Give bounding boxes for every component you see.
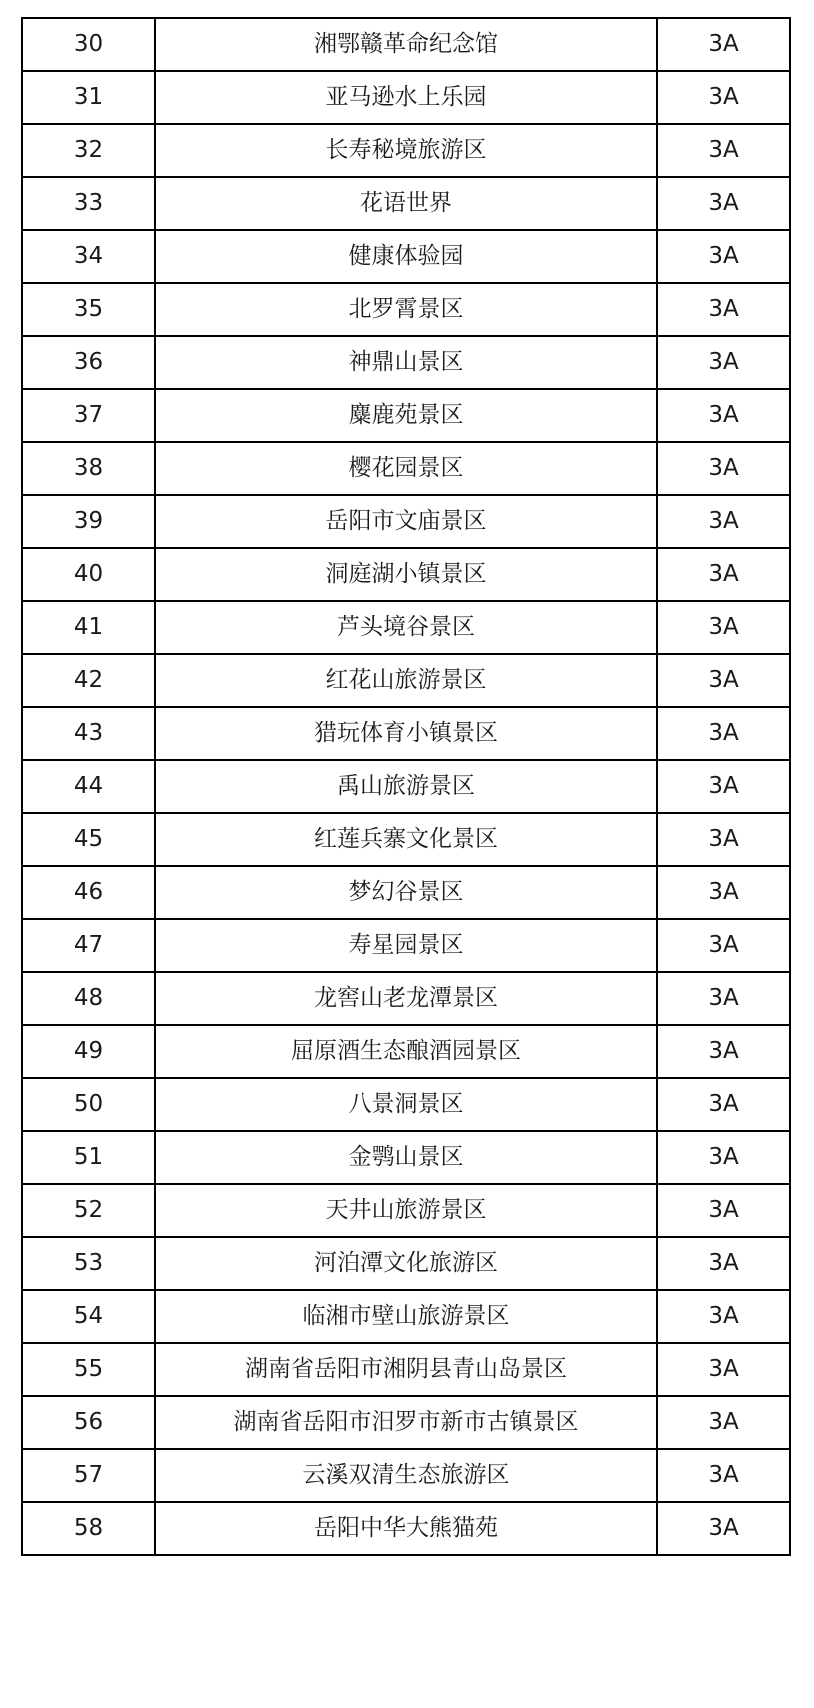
row-number-cell: 31 <box>22 71 155 124</box>
row-number-cell: 54 <box>22 1290 155 1343</box>
row-number-cell: 53 <box>22 1237 155 1290</box>
grade-cell: 3A <box>657 495 790 548</box>
scenic-name-cell: 金鹗山景区 <box>155 1131 657 1184</box>
row-number-cell: 43 <box>22 707 155 760</box>
table-row <box>22 18 790 71</box>
table-row <box>22 336 790 389</box>
grade-cell: 3A <box>657 972 790 1025</box>
scenic-name-cell: 芦头境谷景区 <box>155 601 657 654</box>
scenic-name-cell: 洞庭湖小镇景区 <box>155 548 657 601</box>
table-row <box>22 972 790 1025</box>
row-number-cell: 41 <box>22 601 155 654</box>
table-row <box>22 1025 790 1078</box>
grade-cell: 3A <box>657 1184 790 1237</box>
row-number-cell: 36 <box>22 336 155 389</box>
row-number-cell: 38 <box>22 442 155 495</box>
scenic-name-cell: 亚马逊水上乐园 <box>155 71 657 124</box>
table-row <box>22 866 790 919</box>
scenic-name-cell: 花语世界 <box>155 177 657 230</box>
scenic-name-cell: 长寿秘境旅游区 <box>155 124 657 177</box>
row-number-cell: 40 <box>22 548 155 601</box>
table-row <box>22 71 790 124</box>
row-number-cell: 34 <box>22 230 155 283</box>
row-number-cell: 45 <box>22 813 155 866</box>
row-number-cell: 46 <box>22 866 155 919</box>
table-row <box>22 919 790 972</box>
table-row <box>22 548 790 601</box>
scenic-name-cell: 神鼎山景区 <box>155 336 657 389</box>
scenic-name-cell: 天井山旅游景区 <box>155 1184 657 1237</box>
grade-cell: 3A <box>657 124 790 177</box>
table-row <box>22 389 790 442</box>
table-row <box>22 177 790 230</box>
row-number-cell: 42 <box>22 654 155 707</box>
scenic-spots-table <box>21 17 791 1556</box>
table-row <box>22 124 790 177</box>
grade-cell: 3A <box>657 1290 790 1343</box>
table-row <box>22 1449 790 1502</box>
table-row <box>22 283 790 336</box>
table-row <box>22 495 790 548</box>
table-row <box>22 1343 790 1396</box>
row-number-cell: 32 <box>22 124 155 177</box>
table-row <box>22 230 790 283</box>
scenic-name-cell: 湖南省岳阳市湘阴县青山岛景区 <box>155 1343 657 1396</box>
row-number-cell: 55 <box>22 1343 155 1396</box>
table-row <box>22 1290 790 1343</box>
grade-cell: 3A <box>657 1449 790 1502</box>
table-row <box>22 1502 790 1555</box>
row-number-cell: 44 <box>22 760 155 813</box>
row-number-cell: 30 <box>22 18 155 71</box>
scenic-name-cell: 麋鹿苑景区 <box>155 389 657 442</box>
scenic-name-cell: 樱花园景区 <box>155 442 657 495</box>
table-row <box>22 1396 790 1449</box>
row-number-cell: 37 <box>22 389 155 442</box>
grade-cell: 3A <box>657 177 790 230</box>
row-number-cell: 47 <box>22 919 155 972</box>
row-number-cell: 57 <box>22 1449 155 1502</box>
scenic-name-cell: 河泊潭文化旅游区 <box>155 1237 657 1290</box>
table-row <box>22 760 790 813</box>
table-row <box>22 654 790 707</box>
scenic-name-cell: 岳阳中华大熊猫苑 <box>155 1502 657 1555</box>
row-number-cell: 48 <box>22 972 155 1025</box>
grade-cell: 3A <box>657 442 790 495</box>
scenic-name-cell: 临湘市壁山旅游景区 <box>155 1290 657 1343</box>
table-row <box>22 442 790 495</box>
grade-cell: 3A <box>657 866 790 919</box>
scenic-name-cell: 健康体验园 <box>155 230 657 283</box>
table-row <box>22 1184 790 1237</box>
table-row <box>22 601 790 654</box>
table-row <box>22 813 790 866</box>
grade-cell: 3A <box>657 1396 790 1449</box>
grade-cell: 3A <box>657 71 790 124</box>
row-number-cell: 58 <box>22 1502 155 1555</box>
scenic-name-cell: 云溪双清生态旅游区 <box>155 1449 657 1502</box>
scenic-name-cell: 八景洞景区 <box>155 1078 657 1131</box>
scenic-name-cell: 岳阳市文庙景区 <box>155 495 657 548</box>
grade-cell: 3A <box>657 1502 790 1555</box>
scenic-name-cell: 龙窖山老龙潭景区 <box>155 972 657 1025</box>
scenic-name-cell: 湖南省岳阳市汨罗市新市古镇景区 <box>155 1396 657 1449</box>
scenic-name-cell: 禹山旅游景区 <box>155 760 657 813</box>
scenic-name-cell: 梦幻谷景区 <box>155 866 657 919</box>
row-number-cell: 56 <box>22 1396 155 1449</box>
grade-cell: 3A <box>657 283 790 336</box>
scenic-name-cell: 寿星园景区 <box>155 919 657 972</box>
grade-cell: 3A <box>657 760 790 813</box>
grade-cell: 3A <box>657 336 790 389</box>
grade-cell: 3A <box>657 18 790 71</box>
grade-cell: 3A <box>657 813 790 866</box>
scenic-name-cell: 猎玩体育小镇景区 <box>155 707 657 760</box>
grade-cell: 3A <box>657 1078 790 1131</box>
scenic-name-cell: 北罗霄景区 <box>155 283 657 336</box>
grade-cell: 3A <box>657 601 790 654</box>
row-number-cell: 35 <box>22 283 155 336</box>
table-row <box>22 1078 790 1131</box>
grade-cell: 3A <box>657 548 790 601</box>
grade-cell: 3A <box>657 1025 790 1078</box>
scenic-name-cell: 屈原酒生态酿酒园景区 <box>155 1025 657 1078</box>
table-body <box>22 18 790 1555</box>
grade-cell: 3A <box>657 1237 790 1290</box>
scenic-name-cell: 湘鄂赣革命纪念馆 <box>155 18 657 71</box>
row-number-cell: 33 <box>22 177 155 230</box>
row-number-cell: 52 <box>22 1184 155 1237</box>
grade-cell: 3A <box>657 230 790 283</box>
grade-cell: 3A <box>657 1343 790 1396</box>
table-row <box>22 707 790 760</box>
grade-cell: 3A <box>657 1131 790 1184</box>
scenic-name-cell: 红花山旅游景区 <box>155 654 657 707</box>
grade-cell: 3A <box>657 707 790 760</box>
scenic-name-cell: 红莲兵寨文化景区 <box>155 813 657 866</box>
row-number-cell: 50 <box>22 1078 155 1131</box>
table-row <box>22 1131 790 1184</box>
grade-cell: 3A <box>657 389 790 442</box>
row-number-cell: 49 <box>22 1025 155 1078</box>
row-number-cell: 39 <box>22 495 155 548</box>
grade-cell: 3A <box>657 919 790 972</box>
row-number-cell: 51 <box>22 1131 155 1184</box>
table-row <box>22 1237 790 1290</box>
grade-cell: 3A <box>657 654 790 707</box>
